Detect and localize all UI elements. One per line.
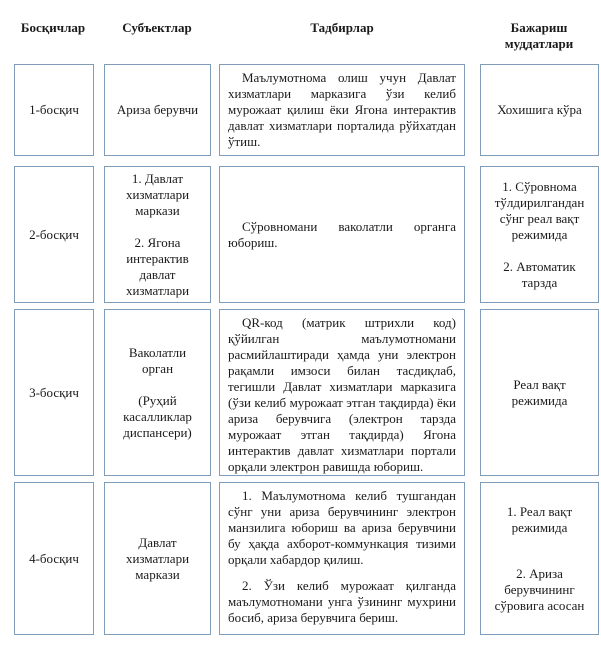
- activity-text: Маълумотнома олиш учун Давлат хизматлари марказига ўзи келиб мурожаат қилиш ёки Ягона интерактив давлат хизматлари порталида рўйхатдан ўтиш.: [228, 70, 456, 149]
- subject-text: 1. Давлат хизматлари маркази: [125, 170, 190, 218]
- deadline-cell-row1: [480, 64, 599, 156]
- stage-label: 1-босқич: [29, 102, 79, 117]
- activity-cell-row1: [219, 64, 465, 156]
- deadline-text: Хохишига кўра: [497, 102, 582, 117]
- deadline-text: 1. Сўровнома тўлдирилгандан сўнг реал вақт режимида: [494, 178, 585, 242]
- activity-cell-row4: [219, 482, 465, 635]
- activity-text: 1. Маълумотнома келиб тушгандан сўнг уни ариза берувчининг электрон манзилига юбориш ва ариза берувчини бу ҳақда ахборот-коммункация тизими орқали хабардор қилиш.: [228, 488, 456, 567]
- deadline-cell-row4: [480, 482, 599, 635]
- deadline-text: 2. Автоматик тарзда: [503, 258, 576, 290]
- subject-text: Давлат хизматлари маркази: [125, 534, 190, 582]
- deadline-cell-row2: [480, 166, 599, 303]
- stage-label: 2-босқич: [29, 226, 79, 242]
- deadline-text: Реал вақт режимида: [511, 376, 568, 408]
- activity-cell-row2: [219, 166, 465, 303]
- activity-text: Сўровномани ваколатли органга юбориш.: [228, 219, 456, 250]
- activity-text: QR-код (матрик штрихли код) қўйилган маълумотномани расмийлаштиради ҳамда уни электрон рақамли имзоси билан тасдиқлаб, тегишли Давлат хизматлари марказига (ўзи келиб мурожаат этган тақдирда) ёки ариза берувчига (электрон тарзда мурожаат этган тақдирда) Ягона интерактив давлат хизматлари портали орқали электрон равишда юбориш.: [228, 315, 456, 474]
- stage-cell-row4: [14, 482, 94, 635]
- column-header-subjects: Субъектлар: [122, 20, 192, 35]
- subject-cell-row3: [104, 309, 211, 476]
- subject-text: Ваколатли орган: [128, 344, 187, 376]
- column-header-stages: Босқичлар: [20, 20, 86, 35]
- subject-text: (Руҳий касалликлар диспансери): [123, 392, 192, 440]
- deadline-text: 2. Ариза берувчининг сўровига асосан: [494, 565, 585, 613]
- deadline-cell-row3: [480, 309, 599, 476]
- subject-cell-row4: [104, 482, 211, 635]
- activity-cell-row3: [219, 309, 465, 476]
- subject-text: Ариза берувчи: [116, 102, 199, 117]
- activity-text: 2. Ўзи келиб мурожаат қилганда маълумотномани унга ўзининг мухрини босиб, ариза берувчига бериш.: [228, 578, 456, 625]
- stage-cell-row1: [14, 64, 94, 156]
- column-header-deadlines: Бажариш муддатлари: [504, 20, 574, 51]
- subject-text: 2. Ягона интерактив давлат хизматлари: [125, 234, 190, 298]
- stage-cell-row2: [14, 166, 94, 303]
- column-header-activities: Тадбирлар: [310, 20, 374, 35]
- subject-cell-row1: [104, 64, 211, 156]
- subject-cell-row2: [104, 166, 211, 303]
- stage-label: 4-босқич: [29, 550, 79, 566]
- stage-label: 3-босқич: [29, 384, 79, 400]
- deadline-text: 1. Реал вақт режимида: [506, 503, 573, 535]
- stage-cell-row3: [14, 309, 94, 476]
